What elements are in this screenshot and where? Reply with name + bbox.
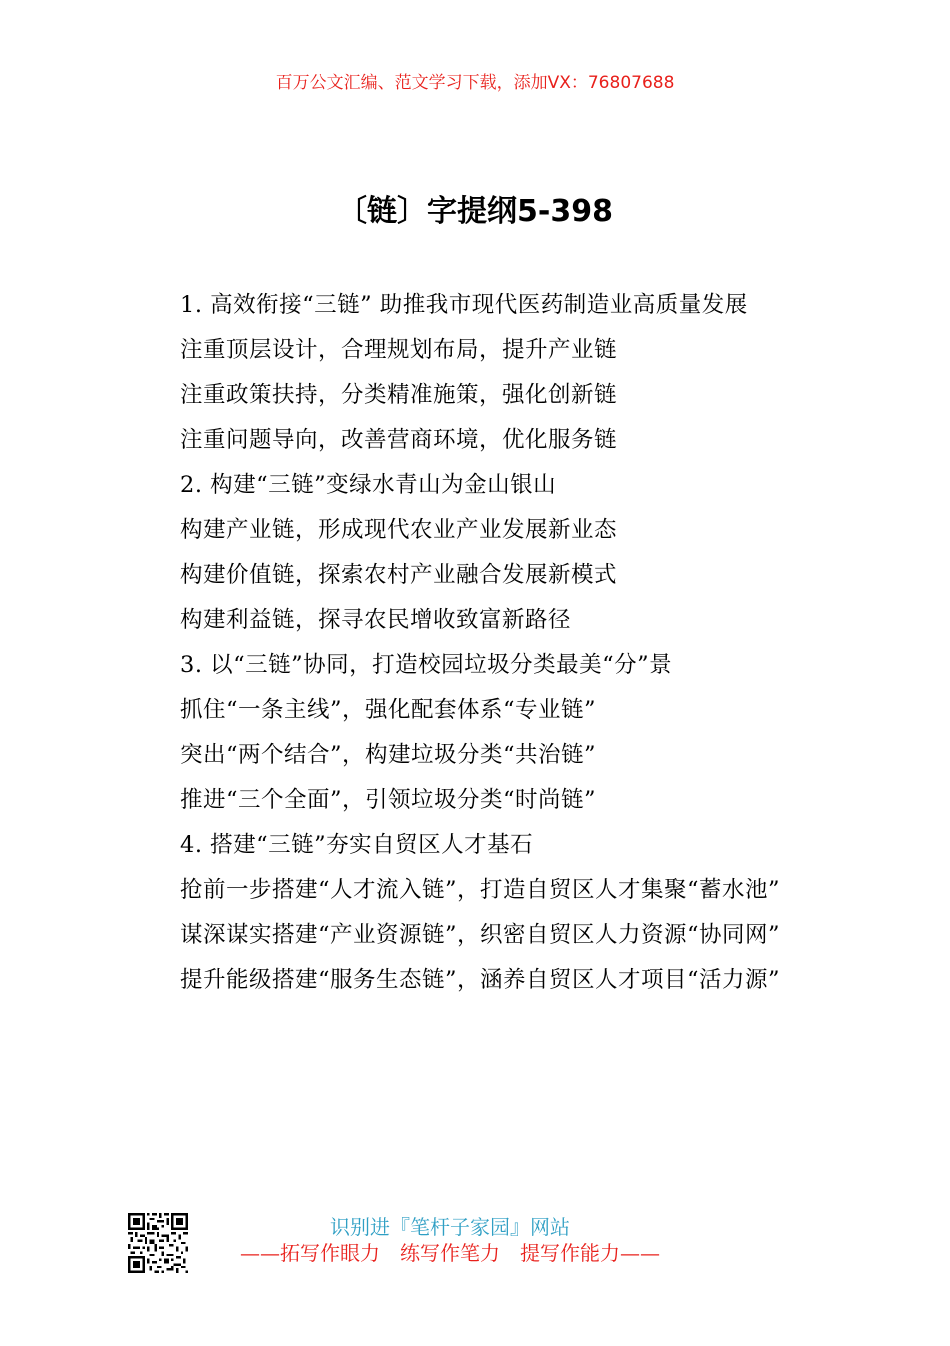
outline-item: 注重政策扶持，分类精准施策，强化创新链: [180, 382, 618, 408]
outline-item: 构建利益链，探寻农民增收致富新路径: [180, 607, 572, 633]
document-body: [130, 283, 835, 1003]
document-title: 〔链〕字提纲5-398: [337, 194, 613, 229]
outline-item: 提升能级搭建“服务生态链”，涵养自贸区人才项目“活力源”: [180, 967, 781, 993]
outline-item: 注重问题导向，改善营商环境，优化服务链: [180, 427, 618, 453]
footer-website-note: 识别进『笔杆子家园』网站: [330, 1215, 570, 1239]
outline-item: 抢前一步搭建“人才流入链”，打造自贸区人才集聚“蓄水池”: [180, 877, 781, 903]
footer-slogan: ——拓写作眼力 练写作笔力 提写作能力——: [240, 1241, 660, 1265]
outline-item: 构建产业链，形成现代农业产业发展新业态: [180, 517, 618, 543]
outline-heading-3: 3. 以“三链”协同，打造校园垃圾分类最美“分”景: [180, 652, 673, 678]
footer: [0, 1210, 950, 1290]
outline-item: 突出“两个结合”，构建垃圾分类“共治链”: [180, 742, 597, 768]
outline-item: 推进“三个全面”，引领垃圾分类“时尚链”: [180, 787, 597, 813]
outline-item: 抓住“一条主线”，强化配套体系“专业链”: [180, 697, 597, 723]
outline-item: 注重顶层设计，合理规划布局，提升产业链: [180, 337, 618, 363]
outline-item: 构建价值链，探索农村产业融合发展新模式: [180, 562, 618, 588]
outline-heading-4: 4. 搭建“三链”夯实自贸区人才基石: [180, 832, 534, 858]
outline-heading-1: 1. 高效衔接“三链” 助推我市现代医药制造业高质量发展: [180, 292, 748, 318]
outline-heading-2: 2. 构建“三链”变绿水青山为金山银山: [180, 472, 557, 498]
outline-item: 谋深谋实搭建“产业资源链”，织密自贸区人力资源“协同网”: [180, 922, 781, 948]
header-note: 百万公文汇编、范文学习下载，添加VX：76807688: [275, 73, 675, 93]
qr-code-icon[interactable]: [128, 1213, 188, 1273]
